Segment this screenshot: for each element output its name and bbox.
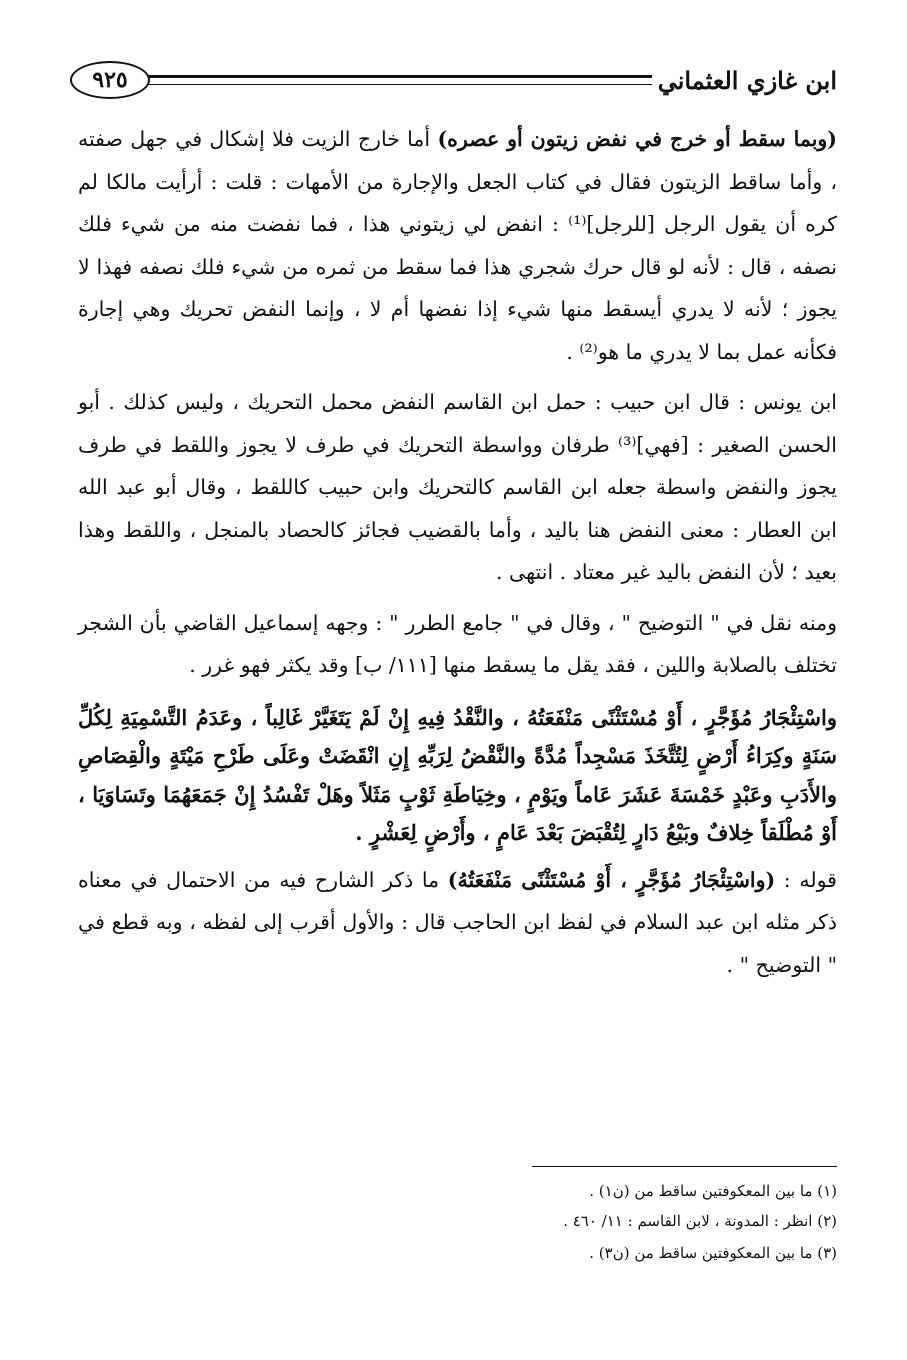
commentary-paragraph-4 xyxy=(78,859,837,987)
footnote-1: (١) ما بين المعكوفتين ساقط من (ن١) . xyxy=(589,1182,837,1200)
header-rule xyxy=(148,75,652,85)
footnote-2: (٢) انظر : المدونة ، لابن القاسم : ١١/ ٤٦٠ . xyxy=(563,1212,837,1230)
commentary-paragraph-2: ابن يونس : قال ابن حبيب : حمل ابن القاسم النفض محمل التحريك ، وليس كذلك . أبو الحسن الصغير : [فهي]⁽³⁾ طرفان وواسطة التحريك في طرف لا يجوز واللقط في طرف يجوز والنفض واسطة جعله ابن القاسم كالتحريك وابن حبيب كاللقط ، وقال أبو عبد الله ابن العطار : معنى النفض هنا باليد ، وأما بالقضيب فجائز كالحصاد بالمنجل ، واللقط وهذا بعيد ؛ لأن النفض باليد غير معتاد . انتهى . xyxy=(78,390,837,584)
quoted-lemma-1: (وبما سقط أو خرج في نفض زيتون أو عصره) xyxy=(437,127,837,151)
running-head: ابن غازي العثماني xyxy=(657,65,837,95)
commentary-prefix-4: قوله : xyxy=(783,867,837,892)
footnotes xyxy=(78,1168,837,1268)
footnote-separator xyxy=(532,1166,837,1167)
quoted-lemma-4: (واسْتِئْجَارُ مُؤَجَّرٍ ، أَوْ مُسْتَثْنًى مَنْفَعَتُهُ) xyxy=(447,867,776,892)
commentary-paragraph-3: ومنه نقل في " التوضيح " ، وقال في " جامع الطرر " : وجهه إسماعيل القاضي بأن الشجر تختلف بالصلابة واللين ، فقد يقل ما يسقط منها [١١١/ ب] وقد يكثر فهو غرر . xyxy=(78,610,837,677)
page-number: ٩٢٥ xyxy=(70,61,150,99)
main-text xyxy=(78,118,837,994)
commentary-paragraph-1 xyxy=(78,118,837,373)
commentary-text-1: أما خارج الزيت فلا إشكال في جهل صفته ، وأما ساقط الزيتون فقال في كتاب الجعل والإجارة من الأمهات : قلت : أرأيت مالكا لم كره أن يقول الرجل [للرجل]⁽¹⁾ : انفض لي زيتوني هذا ، فما نفضت منه من شيء فلك نصفه ، قال : لأنه لو قال حرك شجري هذا فما سقط من ثمره من شيء فلك نصفه فهذا لا يجوز ؛ لأنه لا يدري أيسقط منها شيء إذا نفضها أم لا ، وإنما النفض تحريك وهي إجارة فكأنه عمل بما لا يدري ما هو⁽²⁾ . xyxy=(78,127,837,364)
commentary-text-4: ما ذكر الشارح فيه من الاحتمال في معناه ذكر مثله ابن عبد السلام في لفظ ابن الحاجب قال : والأول أقرب إلى لفظه ، وبه قطع في " التوضيح " . xyxy=(78,867,837,977)
matn-text: واسْتِئْجَارُ مُؤَجَّرٍ ، أَوْ مُسْتَثْنًى مَنْفَعَتُهُ ، والنَّقْدُ فِيهِ إِنْ لَمْ يَتَغَيَّرْ غَالِباً ، وعَدَمُ التَّسْمِيَةِ لِكُلِّ سَنَةٍ وكِرَاءُ أَرْضٍ لِتُتَّخَذَ مَسْجِداً مُدَّةً والنَّقْضُ لِرَبِّهِ إِنِ انْقَضَتْ وعَلَى طَرْحِ مَيْتَةٍ والْقِصَاصِ والأَدَبِ وعَبْدٍ خَمْسَةَ عَشَرَ عَاماً ويَوْمٍ ، وخِيَاطَةِ ثَوْبٍ مَثَلاً وهَلْ تَفْسُدُ إِنْ جَمَعَهُمَا وتَسَاوَيَا ، أَوْ مُطْلَقاً خِلافٌ وبَيْعُ دَارٍ لِتُقْبَضَ بَعْدَ عَامٍ ، وأَرْضٍ لِعَشْرٍ . xyxy=(78,704,837,845)
footnote-3: (٣) ما بين المعكوفتين ساقط من (ن٣) . xyxy=(589,1244,837,1262)
page-header xyxy=(70,58,837,102)
